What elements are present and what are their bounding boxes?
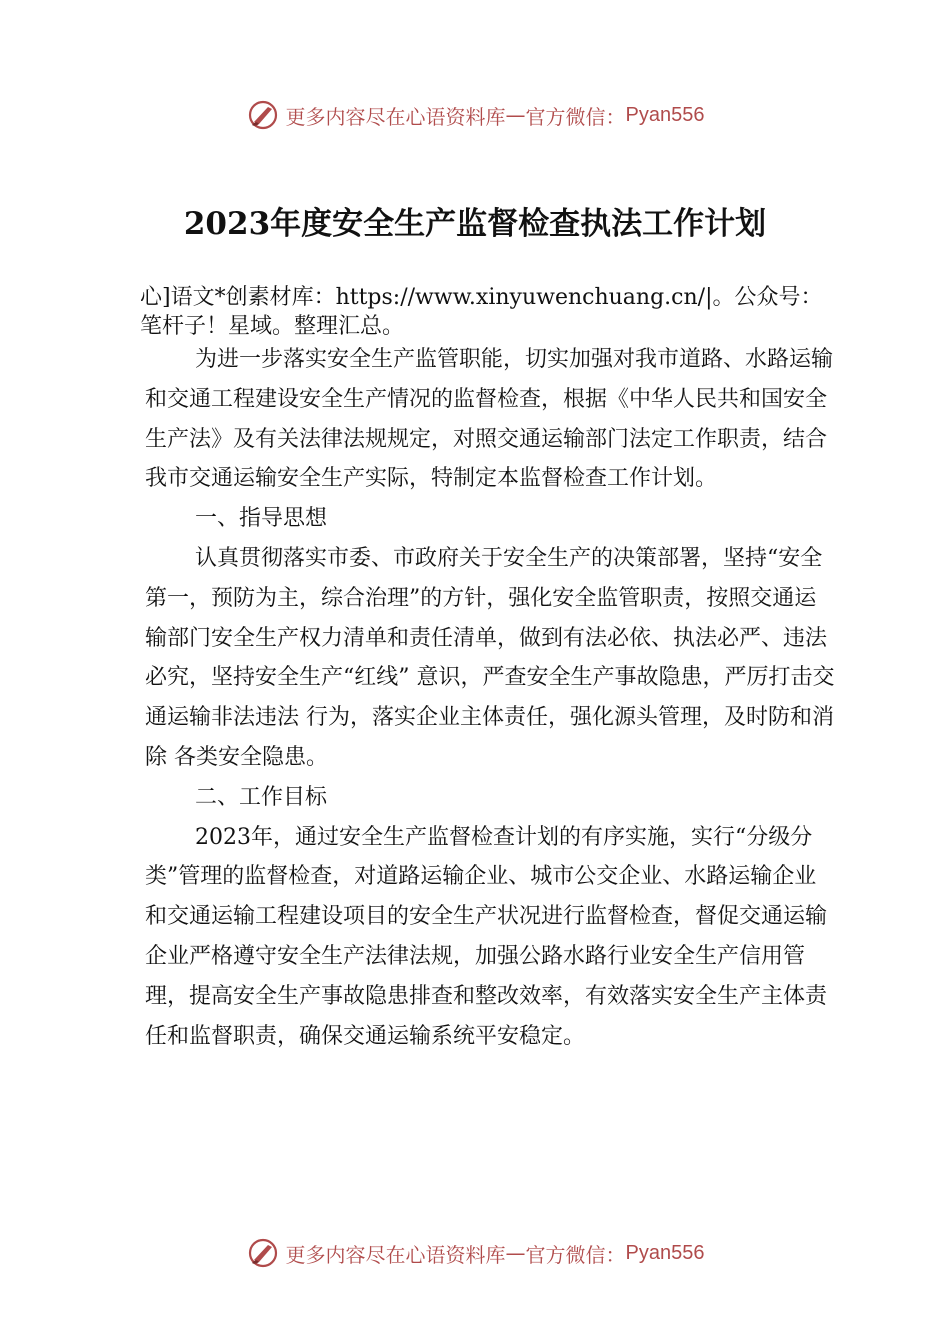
document-body xyxy=(145,340,835,1056)
footer-banner xyxy=(0,1233,950,1273)
header-banner xyxy=(0,95,950,135)
banner-separator: — xyxy=(505,1241,526,1265)
brush-seal-logo-icon xyxy=(246,1236,280,1270)
document-title: 2023年度安全生产监督检查执法工作计划 xyxy=(183,206,767,242)
section-heading-1: 一、指导思想 xyxy=(195,506,328,532)
brush-seal-logo-icon xyxy=(246,98,280,132)
banner-separator: — xyxy=(505,103,526,127)
banner-main-text: 更多内容尽在心语资料库 xyxy=(285,104,506,129)
banner-main-text: 更多内容尽在心语资料库 xyxy=(285,1242,506,1267)
section-1-paragraph: 认真贯彻落实市委、市政府关于安全生产的决策部署，坚持“安全第一，预防为主，综合治理”的方针，强化安全监管职责，按照交通运输部门安全生产权力清单和责任清单，做到有法必依、执法必严、违法必究，坚持安全生产“红线” 意识，严查安全生产事故隐患，严厉打击交通运输非法违法 行为，落实企业主体责任，强化源头管理，及时防和消除 各类安全隐患。 xyxy=(145,545,835,770)
source-line: 心]语文*创素材库：https://www.xinyuwenchuang.cn/|。公众号：笔杆子！星域。整理汇总。 xyxy=(140,285,823,339)
section-heading-2: 二、工作目标 xyxy=(195,784,328,810)
banner-wechat-label: 官方微信： xyxy=(525,1242,626,1267)
banner-wechat-id: Pyan556 xyxy=(625,103,705,126)
banner-wechat-label: 官方微信： xyxy=(525,104,626,129)
intro-paragraph: 为进一步落实安全生产监管职能，切实加强对我市道路、水路运输和交通工程建设安全生产情况的监督检查，根据《中华人民共和国安全生产法》及有关法律法规规定，对照交通运输部门法定工作职责，结合我市交通运输安全生产实际，特制定本监督检查工作计划。 xyxy=(145,347,834,492)
banner-wechat-id: Pyan556 xyxy=(625,1241,705,1264)
section-2-paragraph: 2023年，通过安全生产监督检查计划的有序实施，实行“分级分类”管理的监督检查，对道路运输企业、城市公交企业、水路运输企业和交通运输工程建设项目的安全生产状况进行监督检查，督促交通运输企业严格遵守安全生产法律法规，加强公路水路行业安全生产信用管理，提高安全生产事故隐患排查和整改效率，有效落实安全生产主体责任和监督职责，确保交通运输系统平安稳定。 xyxy=(145,824,828,1049)
